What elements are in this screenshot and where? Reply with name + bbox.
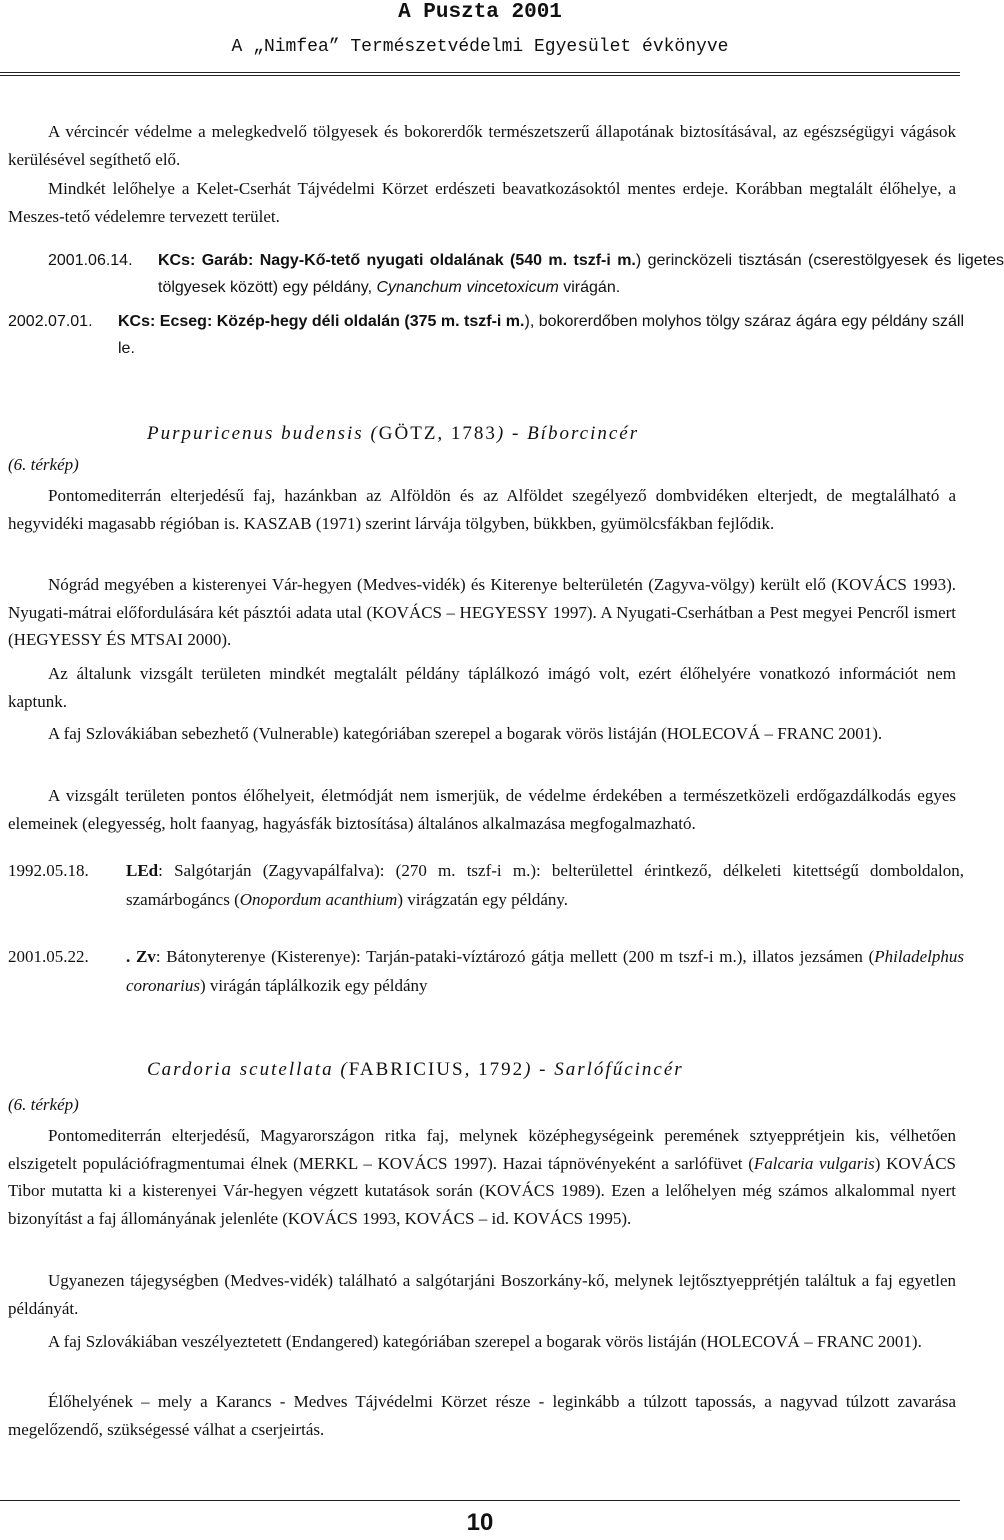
journal-title: A Puszta 2001 <box>398 1 562 24</box>
species-heading-purpuricenus: Purpuricenus budensis (GÖTZ, 1783) - Bíborcincér <box>147 423 640 444</box>
species-2-paragraph-1: Pontomediterrán elterjedésű, Magyarországon ritka faj, melynek középhegységeink peremének sztyepprétjein kis, vélhetően elszigetelt populációfragmentumai élnek (MERKL – KOVÁCS 1997). Hazai tápnövényeként a sarlófüvet (Falcaria vulgaris) KOVÁCS Tibor mutatta ki a kisterenyei Vár-hegyen végzett kutatások során (KOVÁCS 1989). Ezen a lelőhelyen még számos alkalommal nyert bizonyítást a faj állományának jelenléte (KOVÁCS 1993, KOVÁCS – id. KOVÁCS 1995). <box>8 1126 957 1228</box>
species-1-paragraph-3: Az általunk vizsgált területen mindkét megtalált példány táplálkozó imágó volt, ezért élőhelyére vonatkozó információt nem kaptunk. <box>8 664 956 711</box>
species-1-paragraph-4: A faj Szlovákiában sebezhető (Vulnerable) kategóriában szerepel a bogarak vörös listáján (HOLECOVÁ – FRANC 2001). <box>48 724 883 743</box>
record-text: KCs: Ecseg: Közép-hegy déli oldalán (375 m. tszf-i m.), bokorerdőben molyhos tölgy száraz ágára egy példány száll le. <box>118 313 964 357</box>
map-reference: (6. térkép) <box>8 1095 79 1114</box>
species-heading-cardoria: Cardoria scutellata (FABRICIUS, 1792) - Sarlófűcincér <box>147 1059 684 1080</box>
record-date: 2001.05.22. <box>8 947 89 966</box>
header-rule-top <box>0 72 960 73</box>
species-2-paragraph-3: A faj Szlovákiában veszélyeztetett (Endangered) kategóriában szerepel a bogarak vörös listáján (HOLECOVÁ – FRANC 2001). <box>48 1332 922 1351</box>
record-date: 2001.06.14. <box>48 252 133 269</box>
intro-paragraph-1: A vércincér védelme a melegkedvelő tölgyesek és bokorerdők természetszerű állapotának biztosításával, az egészségügyi vágások kerülésével segíthető elő. <box>8 122 956 169</box>
species-2-paragraph-2: Ugyanezen tájegységben (Medves-vidék) található a salgótarjáni Boszorkány-kő, melynek lejtősztyepprétjén találtuk a faj egyetlen példányát. <box>8 1271 956 1318</box>
record-text: KCs: Garáb: Nagy-Kő-tető nyugati oldalának (540 m. tszf-i m.) gerincközeli tisztásán (cserestölgyesek és ligetes tölgyesek között) egy példány, Cynanchum vincetoxicum virágán. <box>158 252 1004 296</box>
page-number: 10 <box>466 1509 494 1536</box>
species-1-paragraph-5: A vizsgált területen pontos élőhelyeit, életmódját nem ismerjük, de védelme érdekében a természetközeli erdőgazdálkodás egyes elemeinek (elegyesség, holt faanyag, hagyásfák biztosítása) általános alkalmazása megfogalmazható. <box>8 786 956 833</box>
header-rule-bottom <box>0 75 960 76</box>
species-1-paragraph-2: Nógrád megyében a kisterenyei Vár-hegyen (Medves-vidék) és Kiterenye belterületén (Zagyva-völgy) került elő (KOVÁCS 1993). Nyugati-mátrai előfordulására két pásztói adata utal (KOVÁCS – HEGYESSY 1997). A Nyugati-Cserhátban a Pest megyei Pencről ismert (HEGYESSY ÉS MTSAI 2000). <box>8 575 957 649</box>
intro-paragraph-2: Mindkét lelőhelye a Kelet-Cserhát Tájvédelmi Körzet erdészeti beavatkozásoktól mentes erdeje. Korábban megtalált élőhelye, a Meszes-tető védelemre tervezett terület. <box>8 179 956 226</box>
record-date: 1992.05.18. <box>8 861 89 880</box>
record-text: LEd: Salgótarján (Zagyvapálfalva): (270 m. tszf-i m.): belterülettel érintkező, délkeleti kitettségű domboldalon, szamárbogáncs (Onopordum acanthium) virágzatán egy példány. <box>126 861 964 909</box>
map-reference: (6. térkép) <box>8 455 79 474</box>
journal-subtitle: A „Nimfea” Természetvédelmi Egyesület évkönyve <box>231 37 729 57</box>
record-date: 2002.07.01. <box>8 313 93 330</box>
footer-rule <box>0 1500 960 1501</box>
species-1-paragraph-1: Pontomediterrán elterjedésű faj, hazánkban az Alföldön és az Alföldet szegélyező dombvidéken elterjedt, de megtalálható a hegyvidéki magasabb régióban is. KASZAB (1971) szerint lárvája tölgyben, bükkben, gyümölcsfákban fejlődik. <box>8 486 956 533</box>
record-text: . Zv: Bátonyterenye (Kisterenye): Tarján-pataki-víztározó gátja mellett (200 m tszf-i m.), illatos jezsámen (Philadelphus coronarius) virágán táplálkozik egy példány <box>126 947 964 995</box>
species-2-paragraph-4: Élőhelyének – mely a Karancs - Medves Tájvédelmi Körzet része - leginkább a túlzott tapossás, a nagyvad túlzott zavarása megelőzendő, szükségessé válhat a cserjeirtás. <box>8 1392 956 1439</box>
